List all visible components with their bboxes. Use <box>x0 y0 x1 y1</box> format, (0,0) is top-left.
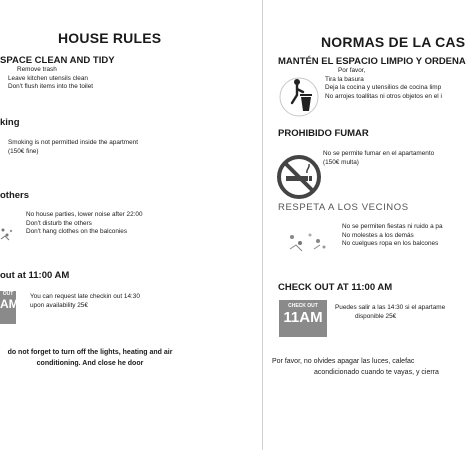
right-neighbors-line: No cuelgues ropa en los balcones <box>342 240 439 248</box>
trash-bin-icon <box>279 73 319 121</box>
left-footer <box>0 347 180 369</box>
right-checkout-heading: CHECK OUT AT 11:00 AM <box>278 282 393 293</box>
right-title: NORMAS DE LA CAS <box>321 34 466 50</box>
right-clean-line: Por favor, <box>338 67 366 74</box>
neighbors-icon <box>0 226 14 242</box>
right-clean-line: Deja la cocina y utensilios de cocina limp <box>325 84 442 92</box>
right-clean-line: Tira la basura <box>325 75 364 83</box>
left-others-line: Don't hang clothes on the balconies <box>26 228 128 236</box>
checkout-icon-small-text: OUT <box>2 291 14 297</box>
left-checkout-line: upon availability 25€ <box>30 301 88 309</box>
left-others-list <box>26 211 143 237</box>
left-others-heading: others <box>0 190 30 201</box>
checkout-icon-big-text: AM <box>0 297 19 311</box>
left-smoking-list <box>8 139 138 156</box>
page-divider <box>262 0 263 450</box>
right-clean-line: No arrojes toallitas ni otros objetos en el i <box>325 92 442 100</box>
right-smoking-list <box>323 150 434 167</box>
right-smoking-line: No se permite fumar en el apartamento <box>323 150 435 157</box>
neighbors-icon <box>286 229 330 253</box>
left-smoking-heading: king <box>0 117 20 128</box>
right-clean-heading: MANTÉN EL ESPACIO LIMPIO Y ORDENA <box>278 56 466 67</box>
left-others-line: No house parties, lower noise after 22:00 <box>26 211 143 218</box>
left-clean-list <box>8 66 93 92</box>
left-footer-line: do not forget to turn off the lights, heating and air <box>7 349 173 356</box>
right-checkout-list <box>335 304 445 321</box>
no-smoking-icon <box>276 154 322 200</box>
right-clean-list <box>325 67 442 101</box>
right-footer-line: Por favor, no olvides apagar las luces, calefac <box>272 358 415 365</box>
right-checkout-line: Puedes salir a las 14:30 si el apartame <box>335 304 446 311</box>
left-checkout-list <box>30 293 140 310</box>
right-footer <box>272 356 450 378</box>
left-clean-line: Leave kitchen utensils clean <box>8 74 88 82</box>
left-title: HOUSE RULES <box>58 30 162 46</box>
right-smoking-line: (150€ multa) <box>323 158 359 166</box>
left-clean-line: Don't flush items into the toilet <box>8 83 94 91</box>
checkout-icon-big-text: 11AM <box>283 309 323 326</box>
checkout-icon <box>0 291 19 324</box>
checkout-icon-small-text: CHECK OUT <box>288 303 318 309</box>
right-neighbors-line: No molestes a los demás <box>342 231 414 239</box>
left-clean-line: Remove trash <box>17 66 57 73</box>
right-checkout-line: disponible 25€ <box>355 312 397 320</box>
left-smoking-line: (150€ fine) <box>8 147 39 155</box>
right-neighbors-line: No se permiten fiestas ni ruido a pa <box>342 223 443 230</box>
left-checkout-heading: out at 11:00 AM <box>0 270 70 281</box>
left-footer-line: conditioning. And close he door <box>36 360 144 367</box>
checkout-icon <box>279 300 327 337</box>
right-neighbors-heading: RESPETA A LOS VECINOS <box>278 202 409 213</box>
left-smoking-line: Smoking is not permitted inside the apartment <box>8 139 139 146</box>
right-smoking-heading: PROHIBIDO FUMAR <box>278 128 369 139</box>
left-others-line: Don't disturb the others <box>26 219 92 227</box>
right-footer-line: acondicionado cuando te vayas, y cierra <box>314 369 439 376</box>
left-checkout-line: You can request late checkin out 14:30 <box>30 293 140 300</box>
left-clean-heading: SPACE CLEAN AND TIDY <box>0 55 115 66</box>
right-neighbors-list <box>342 223 443 249</box>
